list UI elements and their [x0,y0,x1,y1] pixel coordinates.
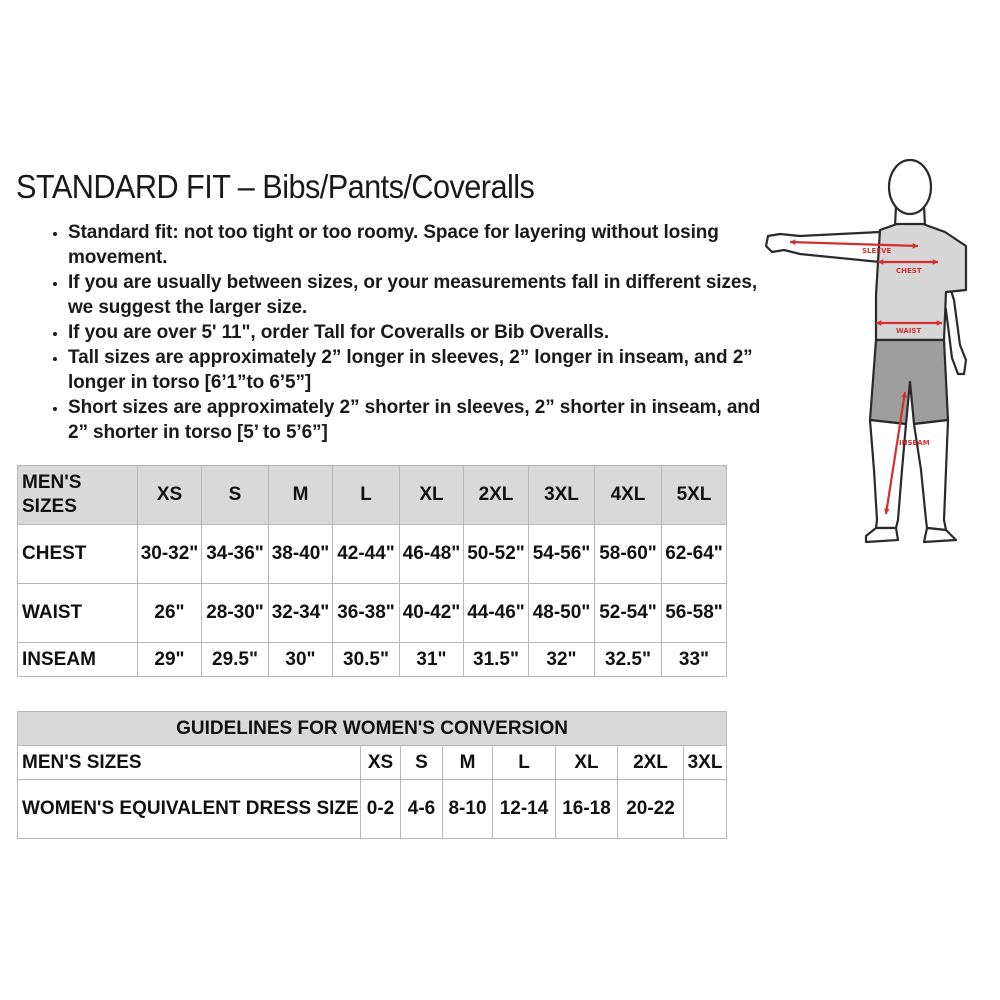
table-cell: 30-32" [138,525,202,584]
chest-label: CHEST [896,267,922,275]
row-label-chest: CHEST [18,525,138,584]
size-header: XL [400,466,464,525]
table-cell: 50-52" [464,525,529,584]
page-title: STANDARD FIT – Bibs/Pants/Coveralls [16,168,535,205]
row-label-waist: WAIST [18,584,138,643]
fit-notes-list [30,220,768,445]
table-cell: 48-50" [529,584,595,643]
table-cell: 44-46" [464,584,529,643]
table-cell: 31" [400,643,464,677]
fit-note: • Tall sizes are approximately 2” longer in sleeves, 2” longer in inseam, and 2” longer in torso [6’1”to 6’5”] [68,345,768,395]
mens-sizes-header: MEN'S SIZES [18,466,138,525]
table-cell: 26" [138,584,202,643]
size-header: XS [138,466,202,525]
size-header: 3XL [529,466,595,525]
table-row [18,525,727,584]
size-header: L [333,466,400,525]
row-label-inseam: INSEAM [18,643,138,677]
table-cell: 46-48" [400,525,464,584]
waist-label: WAIST [896,327,922,335]
table-cell: 34-36" [202,525,269,584]
table-cell: 12-14 [493,780,556,839]
table-cell: 33" [662,643,727,677]
size-header: 2XL [464,466,529,525]
measurement-figure [758,150,994,550]
table-cell: 56-58" [662,584,727,643]
table-cell: 20-22 [618,780,684,839]
table-row [18,780,727,839]
fit-note: • If you are usually between sizes, or your measurements fall in different sizes, we suggest the larger size. [68,270,768,320]
size-header: 4XL [595,466,662,525]
table-row [18,584,727,643]
table-row [18,643,727,677]
table-cell: 8-10 [443,780,493,839]
table-cell: 4-6 [401,780,443,839]
table-cell: 16-18 [556,780,618,839]
table-cell [684,780,727,839]
size-header: 5XL [662,466,727,525]
size-header: 2XL [618,746,684,780]
dress-size-label: WOMEN'S EQUIVALENT DRESS SIZE [18,780,361,839]
table-row [18,746,727,780]
mens-sizes-label: MEN'S SIZES [18,746,361,780]
conversion-caption-row [18,712,727,746]
table-cell: 28-30" [202,584,269,643]
table-cell: 38-40" [269,525,333,584]
fit-note: • Standard fit: not too tight or too roomy. Space for layering without losing movement. [68,220,768,270]
mens-table-header-row [18,466,727,525]
conversion-caption: GUIDELINES FOR WOMEN'S CONVERSION [18,712,727,746]
table-cell: 42-44" [333,525,400,584]
table-cell: 29" [138,643,202,677]
size-header: M [269,466,333,525]
table-cell: 52-54" [595,584,662,643]
table-cell: 31.5" [464,643,529,677]
size-header: S [401,746,443,780]
mens-size-table [17,465,727,677]
size-header: XS [361,746,401,780]
size-header: 3XL [684,746,727,780]
size-header: M [443,746,493,780]
table-cell: 58-60" [595,525,662,584]
fit-note: • Short sizes are approximately 2” shorter in sleeves, 2” shorter in inseam, and 2” shorter in torso [5’ to 5’6”] [68,395,768,445]
size-header: L [493,746,556,780]
size-header: S [202,466,269,525]
sleeve-label: SLEEVE [862,247,892,255]
fit-note: • If you are over 5' 11", order Tall for Coveralls or Bib Overalls. [68,320,768,345]
inseam-label: INSEAM [899,439,930,447]
table-cell: 32" [529,643,595,677]
table-cell: 36-38" [333,584,400,643]
table-cell: 40-42" [400,584,464,643]
table-cell: 29.5" [202,643,269,677]
table-cell: 0-2 [361,780,401,839]
size-header: XL [556,746,618,780]
womens-conversion-table [17,711,727,839]
table-cell: 54-56" [529,525,595,584]
table-cell: 30" [269,643,333,677]
table-cell: 32-34" [269,584,333,643]
table-cell: 32.5" [595,643,662,677]
table-cell: 30.5" [333,643,400,677]
table-cell: 62-64" [662,525,727,584]
